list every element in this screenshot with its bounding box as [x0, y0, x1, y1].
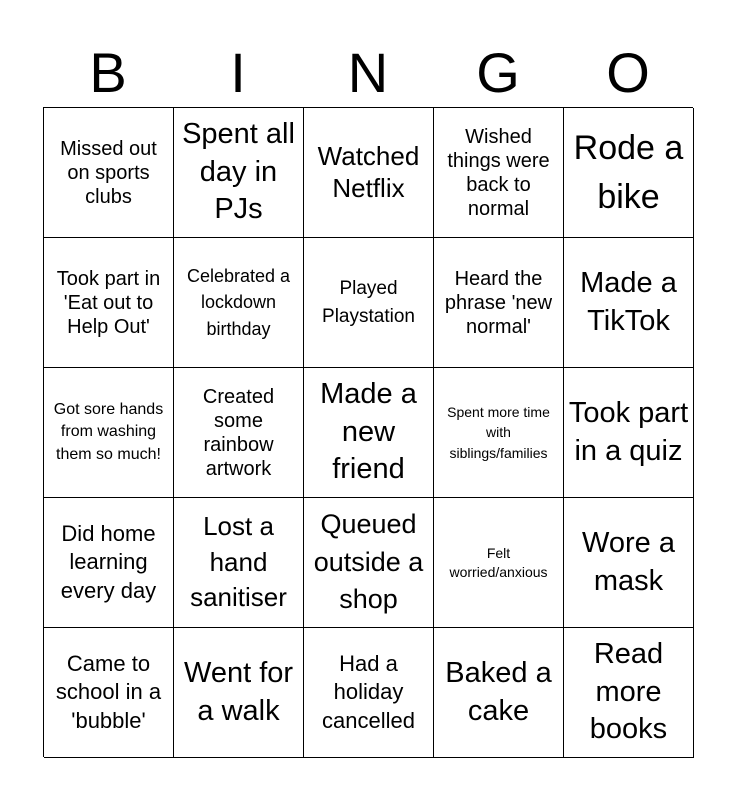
- header-letter-b: B: [89, 41, 127, 104]
- bingo-cell-text: Took part in 'Eat out to Help Out': [56, 267, 161, 338]
- bingo-cell-text: Missed out on sports clubs: [60, 137, 157, 208]
- bingo-board: [43, 107, 693, 757]
- bingo-cell[interactable]: [434, 628, 564, 758]
- bingo-cell[interactable]: [44, 238, 174, 368]
- bingo-cell-text: Read more books: [589, 637, 668, 746]
- bingo-cell-text: Felt worried/anxious: [449, 545, 548, 580]
- bingo-cell[interactable]: [564, 108, 694, 238]
- header-letter-n: N: [347, 41, 389, 104]
- bingo-cell-text: Did home learning every day: [60, 520, 157, 603]
- bingo-cell-text: Celebrated a lockdown birthday: [186, 266, 291, 339]
- bingo-cell[interactable]: [434, 238, 564, 368]
- bingo-cell-text: Made a TikTok: [580, 266, 677, 337]
- bingo-cell[interactable]: [174, 108, 304, 238]
- bingo-cell-text: Spent all day in PJs: [182, 117, 295, 226]
- bingo-cell-text: Got sore hands from washing them so much!: [53, 401, 164, 463]
- bingo-cell[interactable]: [304, 108, 434, 238]
- header-letter-g: G: [476, 41, 520, 104]
- bingo-cell-text: Wore a mask: [582, 526, 675, 597]
- bingo-cell-text: Watched Netflix: [317, 140, 420, 203]
- bingo-cell-text: Created some rainbow artwork: [202, 385, 275, 480]
- bingo-cell[interactable]: [564, 628, 694, 758]
- bingo-cell-text: Played Playstation: [322, 277, 415, 327]
- bingo-cell[interactable]: [434, 368, 564, 498]
- bingo-cell[interactable]: [564, 368, 694, 498]
- bingo-cell[interactable]: [174, 238, 304, 368]
- bingo-cell-text: Made a new friend: [320, 377, 417, 486]
- bingo-cell[interactable]: [434, 498, 564, 628]
- bingo-cell-text: Queued outside a shop: [313, 508, 424, 615]
- bingo-cell-text: Baked a cake: [445, 656, 552, 727]
- bingo-cell[interactable]: [304, 368, 434, 498]
- bingo-cell-text: Spent more time with siblings/families: [447, 404, 550, 461]
- bingo-cell[interactable]: [44, 498, 174, 628]
- bingo-cell[interactable]: [304, 628, 434, 758]
- bingo-cell[interactable]: [44, 628, 174, 758]
- bingo-cell-text: Had a holiday cancelled: [322, 650, 415, 733]
- bingo-cell[interactable]: [44, 108, 174, 238]
- bingo-cell[interactable]: [564, 498, 694, 628]
- bingo-cell[interactable]: [174, 628, 304, 758]
- bingo-cell[interactable]: [304, 498, 434, 628]
- bingo-cell[interactable]: [44, 368, 174, 498]
- bingo-cell-text: Wished things were back to normal: [447, 125, 550, 220]
- header-letter-o: O: [606, 41, 650, 104]
- bingo-cell-text: Heard the phrase 'new normal': [444, 267, 553, 338]
- bingo-cell-text: Took part in a quiz: [568, 396, 689, 467]
- bingo-cell[interactable]: [174, 498, 304, 628]
- bingo-cell-text: Lost a hand sanitiser: [190, 510, 287, 613]
- header-letter-i: I: [230, 41, 246, 104]
- bingo-cell-text: Rode a bike: [573, 129, 684, 216]
- bingo-cell[interactable]: [304, 238, 434, 368]
- bingo-cell[interactable]: [564, 238, 694, 368]
- bingo-cell-text: Came to school in a 'bubble': [55, 650, 162, 733]
- bingo-cell[interactable]: [174, 368, 304, 498]
- bingo-cell[interactable]: [434, 108, 564, 238]
- bingo-header: [43, 38, 693, 108]
- bingo-cell-text: Went for a walk: [183, 656, 294, 727]
